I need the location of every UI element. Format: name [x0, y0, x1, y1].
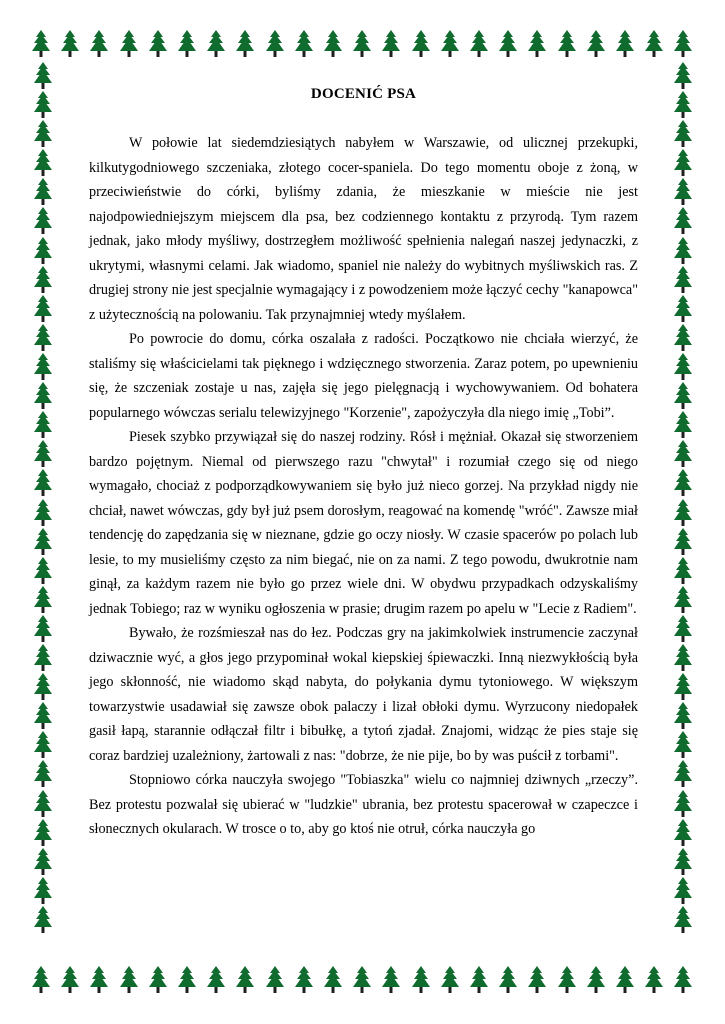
pine-tree-icon [674, 819, 692, 847]
pine-tree-icon [674, 411, 692, 439]
pine-tree-icon [34, 411, 52, 439]
pine-tree-icon [34, 790, 52, 818]
pine-tree-icon [149, 30, 167, 58]
pine-tree-icon [674, 528, 692, 556]
pine-tree-icon [382, 966, 400, 994]
pine-tree-icon [34, 673, 52, 701]
pine-tree-icon [34, 149, 52, 177]
pine-tree-icon [353, 966, 371, 994]
pine-tree-icon [266, 30, 284, 58]
pine-tree-icon [34, 499, 52, 527]
pine-tree-icon [499, 966, 517, 994]
pine-tree-icon [34, 819, 52, 847]
paragraph-5: Stopniowo córka nauczyła swojego "Tobiaszka" wielu co najmniej dziwnych „rzeczy”. Bez protestu pozwalał się ubierać w "ludzkie" ubrania, bez protestu spacerował w czapeczce i słonecznych okularach. W trosce o to, aby go ktoś nie otruł, córka nauczyła go [89, 772, 638, 837]
pine-tree-icon [616, 30, 634, 58]
pine-tree-icon [32, 30, 50, 58]
pine-tree-icon [616, 966, 634, 994]
paragraph-4: Bywało, że rozśmieszał nas do łez. Podczas gry na jakimkolwiek instrumencie zaczynał dziwacznie wyć, a głos jego przypominał wokal kiepskiej śpiewaczki. Inną niezwykłością była jego skłonność, nie wiadomo skąd nabyta, do połykania dymu tytoniowego. W większym towarzystwie usadawiał się zawsze obok palaczy i lizał obłoki dymu. Wyrzucony niedopałek gasił łapą, starannie odłączał filtr i bibułkę, a tytoń zjadał. Znajomi, widząc że pies staje się coraz bardziej uzależniony, żartowali z nas: "dobrze, że nie pije, bo by was puścił z torbami". [89, 625, 638, 764]
pine-tree-icon [674, 149, 692, 177]
pine-tree-icon [34, 557, 52, 585]
pine-tree-icon [207, 30, 225, 58]
pine-tree-icon [674, 469, 692, 497]
pine-tree-icon [34, 62, 52, 90]
pine-tree-icon [34, 877, 52, 905]
pine-tree-icon [34, 615, 52, 643]
pine-tree-icon [470, 30, 488, 58]
pine-tree-icon [674, 353, 692, 381]
pine-tree-icon [34, 91, 52, 119]
pine-tree-icon [412, 30, 430, 58]
pine-tree-icon [441, 966, 459, 994]
pine-tree-icon [674, 324, 692, 352]
pine-tree-icon [34, 848, 52, 876]
pine-tree-icon [528, 966, 546, 994]
pine-tree-icon [674, 615, 692, 643]
paragraph-2: Po powrocie do domu, córka oszalała z radości. Początkowo nie chciała wierzyć, że staliśmy się właścicielami tak pięknego i wdzięcznego stworzenia. Zaraz potem, po upewnieniu się, że szczeniak zostaje u nas, zajęła się jego pielęgnacją i wychowywaniem. Od bohatera popularnego wówczas serialu telewizyjnego "Korzenie", zapożyczyła dla niego imię „Tobi”. [89, 331, 638, 421]
pine-tree-icon [674, 790, 692, 818]
pine-tree-icon [674, 91, 692, 119]
pine-tree-icon [324, 966, 342, 994]
pine-tree-icon [674, 906, 692, 934]
pine-tree-icon [178, 30, 196, 58]
pine-tree-icon [295, 966, 313, 994]
pine-tree-icon [34, 469, 52, 497]
pine-tree-icon [674, 731, 692, 759]
pine-tree-icon [587, 30, 605, 58]
pine-tree-icon [674, 295, 692, 323]
pine-tree-icon [34, 324, 52, 352]
pine-tree-icon [353, 30, 371, 58]
pine-tree-icon [34, 295, 52, 323]
pine-tree-icon [674, 848, 692, 876]
pine-tree-icon [674, 702, 692, 730]
pine-tree-icon [236, 966, 254, 994]
pine-tree-icon [674, 557, 692, 585]
pine-tree-icon [120, 30, 138, 58]
pine-tree-icon [674, 120, 692, 148]
document-page [89, 86, 638, 842]
paragraph-1: W połowie lat siedemdziesiątych nabyłem w Warszawie, od ulicznej przekupki, kilkutygodniowego szczeniaka, złotego cocer-spaniela. Do tego momentu oboje z żoną, w przeciwieństwie do córki, byliśmy zdania, że mieszkanie w mieście nie jest najodpowiedniejszym miejscem dla psa, bez codziennego kontaktu z przyrodą. Tym razem jednak, jako młody myśliwy, dostrzegłem możliwość spełnienia nalegań naszej jedynaczki, z ukrytymi, własnymi celami. Jak wiadomo, spaniel nie należy do wybitnych myśliwskich ras. Z drugiej strony nie jest specjalnie wymagający i z powodzeniem może łączyć cechy "kanapowca" z użytecznością na polowaniu. Tak przynajmniej wtedy myślałem. [89, 135, 638, 323]
pine-tree-icon [34, 353, 52, 381]
pine-tree-icon [674, 62, 692, 90]
pine-tree-icon [674, 760, 692, 788]
pine-tree-icon [34, 702, 52, 730]
pine-tree-icon [34, 178, 52, 206]
pine-tree-icon [34, 382, 52, 410]
pine-tree-icon [32, 966, 50, 994]
pine-tree-icon [120, 966, 138, 994]
pine-tree-icon [558, 30, 576, 58]
pine-tree-icon [645, 966, 663, 994]
pine-tree-icon [34, 644, 52, 672]
pine-tree-icon [645, 30, 663, 58]
pine-tree-icon [674, 499, 692, 527]
pine-tree-icon [441, 30, 459, 58]
pine-tree-icon [178, 966, 196, 994]
pine-tree-icon [34, 586, 52, 614]
paragraph-3: Piesek szybko przywiązał się do naszej rodziny. Rósł i mężniał. Okazał się stworzeniem bardzo pojętnym. Niemal od pierwszego razu "chwytał" i rozumiał czego się od niego wymagało, chociaż z podporządkowywaniem się było już nieco gorzej. Na przykład nigdy nie chciał, nawet wówczas, gdy był już psem dorosłym, reagować na komendę "wróć". Zawsze miał tendencję do zapędzania się w nieznane, gdzie go oczy niosły. W czasie spacerów po polach lub lesie, to my musieliśmy często za nim biegać, nie on za nami. Z tego powodu, dwukrotnie nam ginął, za każdym razem nie było go przez wiele dni. W obydwu przypadkach odzyskaliśmy jednak Tobiego; raz w wyniku ogłoszenia w prasie; drugim razem po apelu w "Lecie z Radiem". [89, 429, 638, 617]
pine-tree-icon [674, 178, 692, 206]
pine-tree-icon [34, 120, 52, 148]
pine-tree-icon [674, 644, 692, 672]
pine-tree-icon [34, 906, 52, 934]
pine-tree-icon [90, 966, 108, 994]
pine-tree-icon [324, 30, 342, 58]
pine-tree-icon [674, 266, 692, 294]
pine-tree-icon [34, 440, 52, 468]
pine-tree-icon [34, 528, 52, 556]
pine-tree-icon [587, 966, 605, 994]
pine-tree-icon [34, 266, 52, 294]
pine-tree-icon [295, 30, 313, 58]
pine-tree-icon [674, 440, 692, 468]
pine-tree-icon [674, 237, 692, 265]
pine-tree-icon [412, 966, 430, 994]
pine-tree-icon [34, 237, 52, 265]
pine-tree-icon [266, 966, 284, 994]
pine-tree-icon [528, 30, 546, 58]
pine-tree-icon [149, 966, 167, 994]
pine-tree-icon [674, 382, 692, 410]
pine-tree-icon [207, 966, 225, 994]
pine-tree-icon [236, 30, 254, 58]
pine-tree-icon [470, 966, 488, 994]
document-title: DOCENIĆ PSA [310, 86, 417, 102]
pine-tree-icon [674, 207, 692, 235]
pine-tree-icon [61, 30, 79, 58]
pine-tree-icon [34, 731, 52, 759]
pine-tree-icon [674, 673, 692, 701]
pine-tree-icon [499, 30, 517, 58]
pine-tree-icon [674, 877, 692, 905]
pine-tree-icon [90, 30, 108, 58]
pine-tree-icon [61, 966, 79, 994]
pine-tree-icon [382, 30, 400, 58]
pine-tree-icon [674, 586, 692, 614]
pine-tree-icon [34, 207, 52, 235]
pine-tree-icon [558, 966, 576, 994]
pine-tree-icon [674, 966, 692, 994]
pine-tree-icon [674, 30, 692, 58]
pine-tree-icon [34, 760, 52, 788]
